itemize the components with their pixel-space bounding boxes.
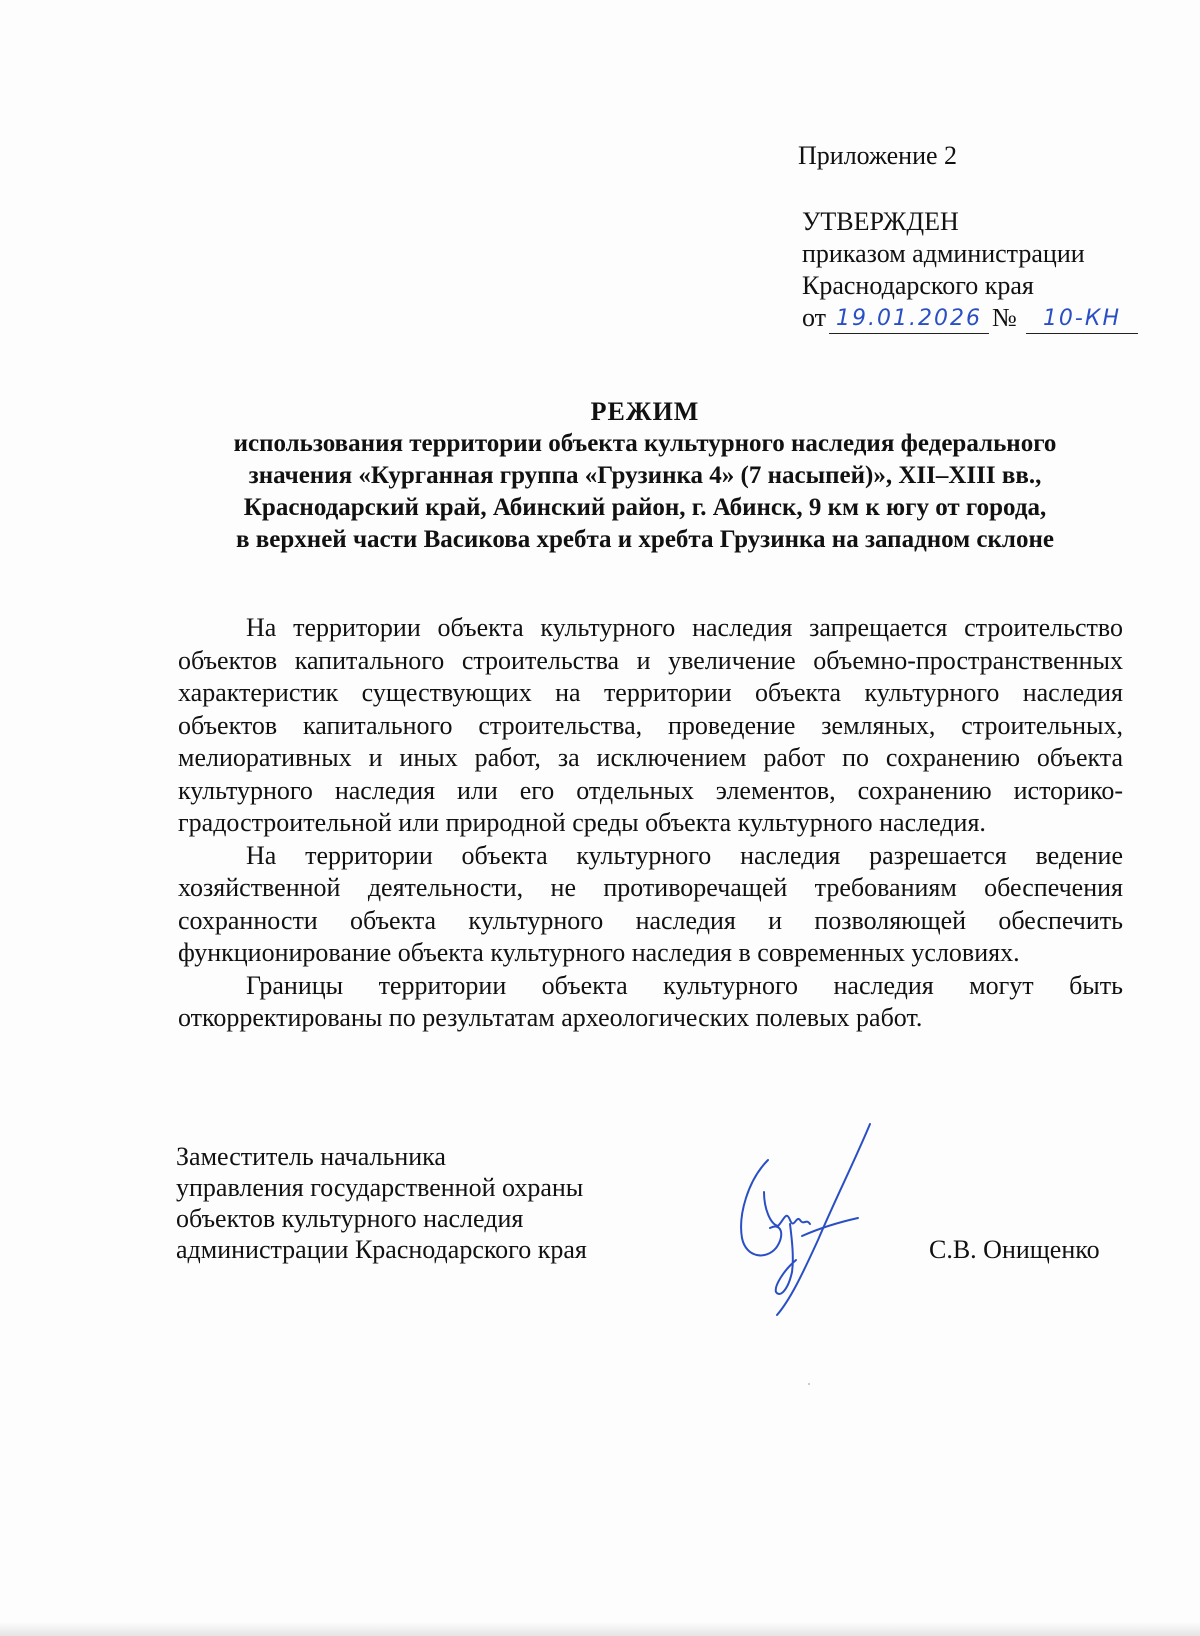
signer-position-line-4: администрации Краснодарского края xyxy=(176,1235,587,1264)
scan-bottom-edge xyxy=(0,1622,1200,1636)
approval-line-2: Краснодарского края xyxy=(802,271,1034,300)
title-line-2: значения «Курганная группа «Грузинка 4» (7 насыпей)», XII–XIII вв., xyxy=(248,462,1042,489)
approval-line-1: приказом администрации xyxy=(802,239,1085,268)
handwritten-number: 10-КН xyxy=(1026,305,1138,334)
handwritten-date: 19.01.2026 xyxy=(829,305,989,334)
signer-position-line-2: управления государственной охраны xyxy=(176,1173,584,1202)
signer-position-line-3: объектов культурного наследия xyxy=(176,1204,524,1233)
approval-status: УТВЕРЖДЕН xyxy=(802,207,959,236)
document-title xyxy=(120,396,1170,556)
signer-name: С.В. Онищенко xyxy=(929,1235,1100,1264)
approval-stamp xyxy=(802,206,1122,336)
title-line-1: использования территории объекта культурного наследия федерального xyxy=(233,430,1057,457)
date-prefix: от xyxy=(802,303,827,332)
signer-position-line-1: Заместитель начальника xyxy=(176,1142,446,1171)
paragraph-prohibitions: На территории объекта культурного наследия запрещается строительство объектов капитального строительства и увеличение объемно-пространственных характеристик существующих на территории объекта культурного наследия объектов капитального строительства, проведение земляных, строительных, мелиоративных и иных работ, за исключением работ по сохранению объекта культурного наследия или его отдельных элементов, сохранению историко-градостроительной или природной среды объекта культурного наследия. xyxy=(178,613,1123,837)
title-main: РЕЖИМ xyxy=(590,397,700,426)
title-line-4: в верхней части Васикова хребта и хребта Грузинка на западном склоне xyxy=(236,526,1054,553)
appendix-label: Приложение 2 xyxy=(798,141,958,170)
number-prefix: № xyxy=(992,303,1017,332)
signer-position xyxy=(176,1141,587,1265)
handwritten-signature xyxy=(730,1120,890,1320)
title-line-3: Краснодарский край, Абинский район, г. Абинск, 9 км к югу от города, xyxy=(243,494,1047,521)
order-line xyxy=(802,302,1122,336)
scan-speck xyxy=(808,1383,810,1385)
paragraph-boundaries: Границы территории объекта культурного наследия могут быть откорректированы по результатам археологических полевых работ. xyxy=(178,970,1123,1032)
paragraph-permissions: На территории объекта культурного наследия разрешается ведение хозяйственной деятельности, не противоречащей требованиям обеспечения сохранности объекта культурного наследия и позволяющей обеспечить функционирование объекта культурного наследия в современных условиях. xyxy=(178,840,1123,967)
body-text xyxy=(178,612,1123,1035)
